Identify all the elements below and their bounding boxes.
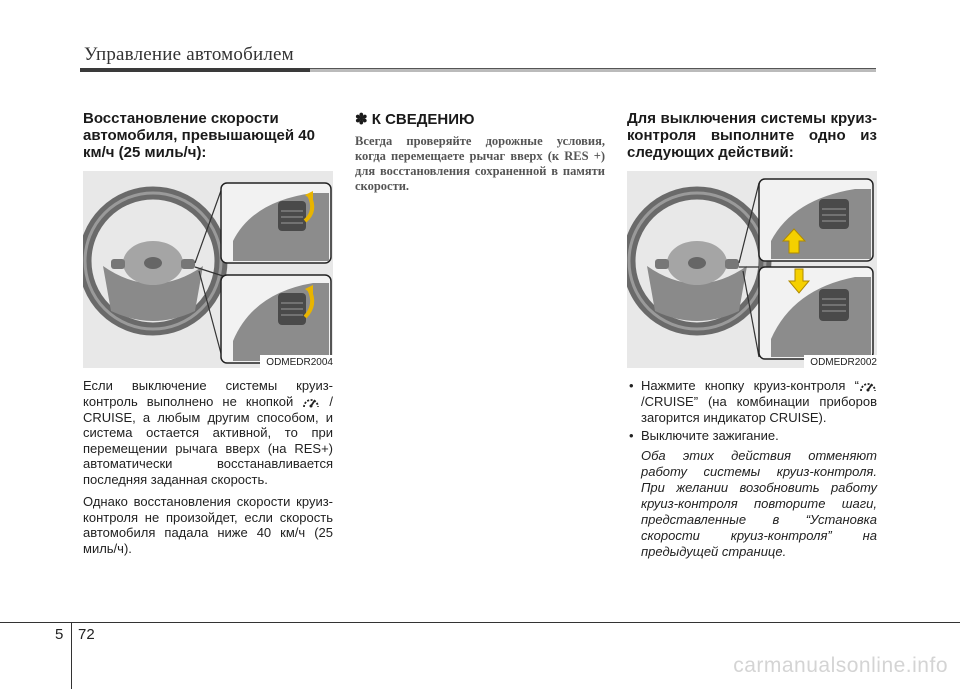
column-resume-speed: [83, 110, 333, 563]
steering-wheel-figure-resume: [83, 171, 333, 368]
list-item-text: Нажмите кнопку круиз-контроля “: [641, 378, 859, 393]
steering-wheel-figure-cancel: [627, 171, 877, 368]
list-item: • Выключите зажигание.: [627, 428, 877, 444]
page-header-title: Управление автомобилем: [84, 44, 294, 65]
note-star-icon: ✽: [355, 111, 368, 128]
paragraph-text: / CRUISE, а любым другим способом, и система остается активной, то при перемещении рычага вверх (на RES+) автоматически восстанавливается последняя заданная скорость.: [83, 393, 333, 487]
section-heading-resume: Восстановление скорости автомобиля, превышающей 40 км/ч (25 миль/ч):: [83, 110, 315, 161]
cruise-speedometer-icon: [302, 394, 320, 410]
footer-divider: [71, 622, 72, 689]
steering-wheel-illustration: [83, 171, 333, 368]
list-item-text: /CRUISE” (на комбинации приборов загорится индикатор CRUISE).: [641, 394, 877, 425]
figure-code: ODMEDR2002: [804, 355, 877, 368]
cancel-steps-list: [627, 378, 877, 444]
page-number: 72: [78, 626, 95, 643]
column-note: [355, 110, 605, 194]
watermark: carmanualsonline.info: [733, 654, 948, 677]
figure-code: ODMEDR2004: [260, 355, 333, 368]
steering-wheel-illustration: [627, 171, 877, 368]
note-heading: [355, 110, 605, 128]
section-heading-cancel: Для выключения системы круиз-контроля выполните одно из следующих действий:: [627, 110, 877, 161]
paragraph-resume-1: [83, 378, 333, 487]
column-cancel-cruise: [627, 110, 877, 560]
note-title-text: К СВЕДЕНИЮ: [371, 111, 475, 128]
paragraph-text: Если выключение системы круиз-контроль выполнено не кнопкой: [83, 378, 333, 409]
italic-note: Оба этих действия отменяют работу системы круиз-контроля. При желании возобновить работу круиз-контроля повторите шаги, представленные в “Установка скорости круиз-контроля” на предыдущей странице.: [641, 447, 877, 559]
footer-rule: [0, 622, 960, 623]
note-text: Всегда проверяйте дорожные условия, когда перемещаете рычаг вверх (к RES +) для восстановления сохраненной в памяти скорости.: [355, 134, 605, 193]
page-header-rule: [80, 68, 876, 72]
paragraph-resume-2: Однако восстановления скорости круиз-контроля не произойдет, если скорость автомобиля падала ниже 40 км/ч (25 миль/ч).: [83, 494, 333, 556]
list-item: [627, 378, 877, 425]
section-number: 5: [55, 626, 64, 643]
cruise-speedometer-icon: [859, 378, 877, 394]
